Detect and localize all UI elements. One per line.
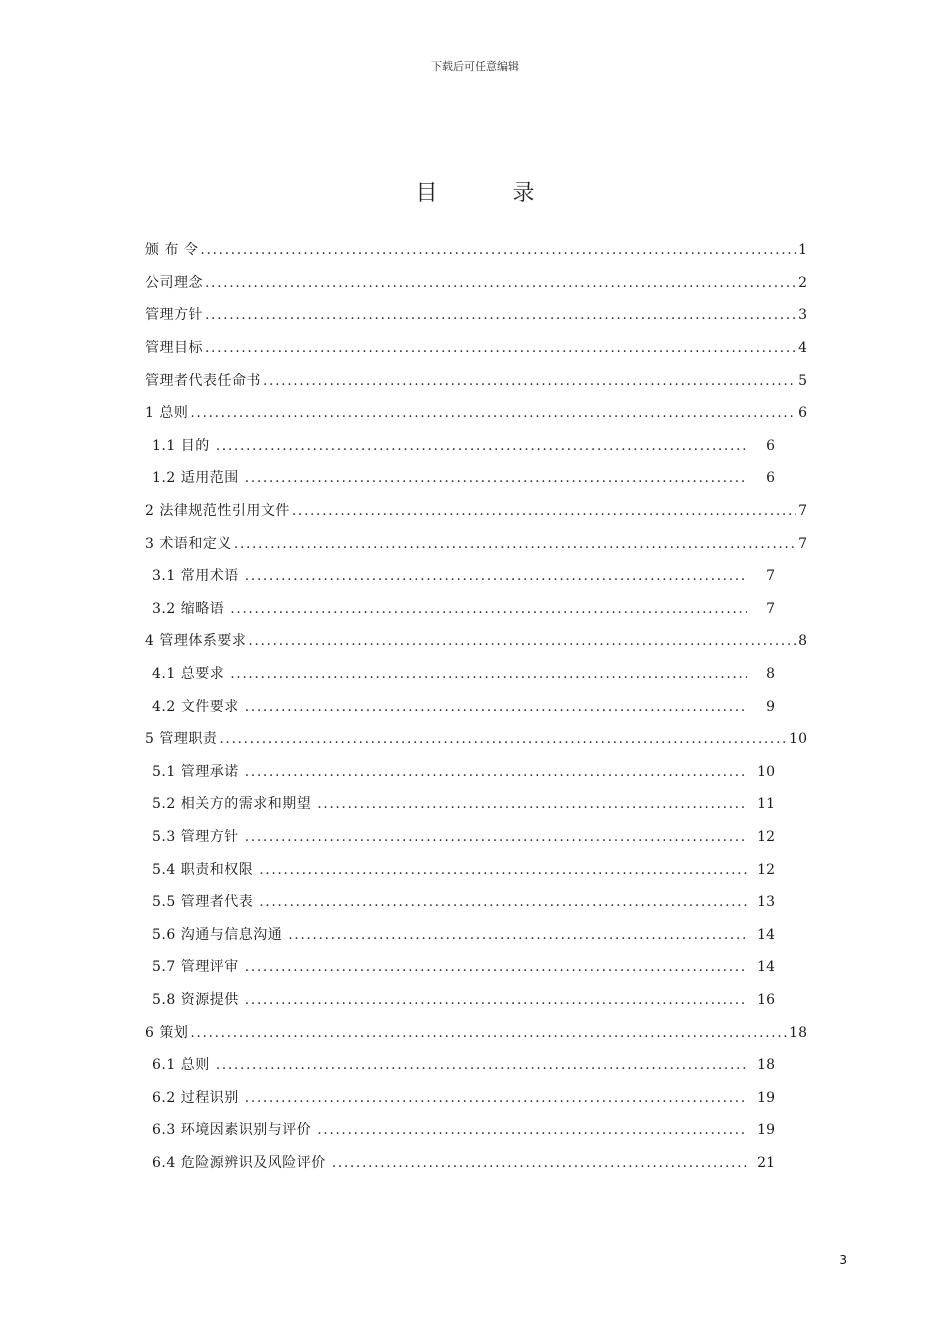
- toc-entry-label: 6.2 过程识别: [152, 1089, 239, 1106]
- toc-entry[interactable]: [145, 625, 807, 658]
- header-note: 下载后可任意编辑: [431, 60, 519, 73]
- toc-leader-dots: [230, 659, 747, 689]
- table-of-contents: [145, 234, 807, 1179]
- toc-title: 目 录: [415, 181, 569, 206]
- toc-leader-dots: [245, 822, 747, 852]
- toc-entry-label: 4.2 文件要求: [152, 698, 239, 715]
- toc-entry-label: 5.3 管理方针: [152, 828, 239, 845]
- toc-leader-dots: [288, 920, 747, 950]
- toc-leader-dots: [292, 496, 796, 526]
- toc-entry[interactable]: [145, 984, 775, 1017]
- toc-entry[interactable]: [145, 788, 775, 821]
- toc-entry-label: 3 术语和定义: [145, 535, 232, 552]
- toc-entry[interactable]: [145, 821, 775, 854]
- toc-leader-dots: [190, 398, 796, 428]
- toc-entry-page: 9: [766, 698, 775, 715]
- toc-entry[interactable]: [145, 918, 775, 951]
- toc-entry-page: 1: [798, 242, 807, 259]
- page-number: 3: [839, 1253, 847, 1267]
- toc-leader-dots: [205, 268, 796, 298]
- toc-entry-label: 2 法律规范性引用文件: [145, 503, 290, 520]
- toc-entry-label: 5.2 相关方的需求和期望: [152, 796, 312, 813]
- toc-entry[interactable]: [145, 430, 775, 463]
- toc-entry-page: 19: [757, 1089, 775, 1106]
- toc-entry-label: 4.1 总要求: [152, 666, 225, 683]
- toc-entry-label: 5.4 职责和权限: [152, 861, 254, 878]
- toc-entry-page: 5: [798, 372, 807, 389]
- toc-entry-page: 13: [757, 894, 775, 911]
- toc-entry-page: 16: [757, 991, 775, 1008]
- toc-entry-page: 19: [757, 1122, 775, 1139]
- toc-entry-page: 7: [766, 600, 775, 617]
- toc-leader-dots: [245, 1083, 747, 1113]
- toc-entry-label: 3.1 常用术语: [152, 568, 239, 585]
- toc-entry-label: 1.1 目的: [152, 437, 210, 454]
- toc-entry-label: 5.8 资源提供: [152, 991, 239, 1008]
- toc-entry-page: 18: [757, 1057, 775, 1074]
- toc-entry-label: 管理方针: [145, 307, 203, 324]
- toc-leader-dots: [259, 855, 747, 885]
- toc-entry[interactable]: [145, 332, 807, 365]
- toc-leader-dots: [317, 789, 747, 819]
- toc-entry-page: 8: [766, 666, 775, 683]
- toc-entry-label: 6.1 总则: [152, 1057, 210, 1074]
- toc-entry[interactable]: [145, 951, 775, 984]
- toc-entry[interactable]: [145, 1016, 807, 1049]
- toc-entry-page: 7: [798, 503, 807, 520]
- toc-leader-dots: [248, 626, 796, 656]
- toc-leader-dots: [263, 366, 796, 396]
- toc-entry[interactable]: [145, 234, 807, 267]
- toc-entry[interactable]: [145, 560, 775, 593]
- toc-entry[interactable]: [145, 1049, 775, 1082]
- toc-entry-page: 2: [798, 274, 807, 291]
- toc-entry-page: 6: [766, 470, 775, 487]
- toc-entry[interactable]: [145, 1114, 775, 1147]
- toc-entry[interactable]: [145, 527, 807, 560]
- toc-entry-label: 5.7 管理评审: [152, 959, 239, 976]
- toc-leader-dots: [216, 431, 747, 461]
- toc-leader-dots: [245, 561, 747, 591]
- toc-entry[interactable]: [145, 1081, 775, 1114]
- toc-entry[interactable]: [145, 1147, 775, 1180]
- toc-leader-dots: [190, 1018, 787, 1048]
- toc-entry[interactable]: [145, 853, 775, 886]
- toc-entry-label: 公司理念: [145, 274, 203, 291]
- toc-entry-label: 5.1 管理承诺: [152, 763, 239, 780]
- toc-leader-dots: [245, 463, 747, 493]
- toc-entry-page: 12: [757, 828, 775, 845]
- toc-leader-dots: [205, 333, 796, 363]
- toc-entry-page: 3: [798, 307, 807, 324]
- toc-entry-label: 管理目标: [145, 340, 203, 357]
- toc-entry[interactable]: [145, 723, 807, 756]
- toc-entry[interactable]: [145, 397, 807, 430]
- toc-entry-label: 6.3 环境因素识别与评价: [152, 1122, 312, 1139]
- toc-entry-label: 5.5 管理者代表: [152, 894, 254, 911]
- toc-entry-page: 14: [757, 926, 775, 943]
- toc-leader-dots: [317, 1115, 747, 1145]
- toc-entry[interactable]: [145, 756, 775, 789]
- toc-entry-label: 5 管理职责: [145, 731, 218, 748]
- toc-entry[interactable]: [145, 658, 775, 691]
- toc-entry-page: 7: [766, 568, 775, 585]
- toc-entry[interactable]: [145, 267, 807, 300]
- toc-entry-page: 10: [789, 731, 807, 748]
- toc-leader-dots: [216, 1050, 747, 1080]
- toc-entry[interactable]: [145, 364, 807, 397]
- toc-entry[interactable]: [145, 690, 775, 723]
- toc-entry-label: 管理者代表任命书: [145, 372, 261, 389]
- toc-leader-dots: [200, 235, 796, 265]
- toc-entry-label: 1.2 适用范围: [152, 470, 239, 487]
- toc-entry[interactable]: [145, 593, 775, 626]
- toc-entry-label: 1 总则: [145, 405, 189, 422]
- toc-entry-page: 10: [757, 763, 775, 780]
- toc-entry-label: 5.6 沟通与信息沟通: [152, 926, 283, 943]
- toc-leader-dots: [332, 1148, 747, 1178]
- toc-leader-dots: [245, 692, 747, 722]
- toc-entry-page: 14: [757, 959, 775, 976]
- toc-entry-page: 4: [798, 340, 807, 357]
- toc-entry-label: 3.2 缩略语: [152, 600, 225, 617]
- toc-leader-dots: [234, 529, 796, 559]
- toc-entry-label: 6.4 危险源辨识及风险评价: [152, 1154, 326, 1171]
- toc-entry-page: 18: [789, 1024, 807, 1041]
- toc-entry-label: 4 管理体系要求: [145, 633, 247, 650]
- toc-leader-dots: [259, 887, 747, 917]
- toc-leader-dots: [245, 985, 747, 1015]
- toc-leader-dots: [245, 952, 747, 982]
- toc-entry-page: 7: [798, 535, 807, 552]
- toc-entry-page: 11: [757, 796, 775, 813]
- toc-leader-dots: [230, 594, 747, 624]
- toc-leader-dots: [219, 724, 787, 754]
- toc-entry-page: 6: [766, 437, 775, 454]
- toc-entry[interactable]: [145, 495, 807, 528]
- toc-entry-page: 12: [757, 861, 775, 878]
- toc-entry[interactable]: [145, 462, 775, 495]
- toc-entry-page: 8: [798, 633, 807, 650]
- toc-entry-page: 21: [757, 1154, 775, 1171]
- toc-entry[interactable]: [145, 299, 807, 332]
- toc-entry-label: 6 策划: [145, 1024, 189, 1041]
- toc-entry-label: 颁 布 令: [145, 242, 199, 259]
- toc-entry[interactable]: [145, 886, 775, 919]
- toc-entry-page: 6: [798, 405, 807, 422]
- toc-leader-dots: [205, 300, 796, 330]
- toc-leader-dots: [245, 757, 747, 787]
